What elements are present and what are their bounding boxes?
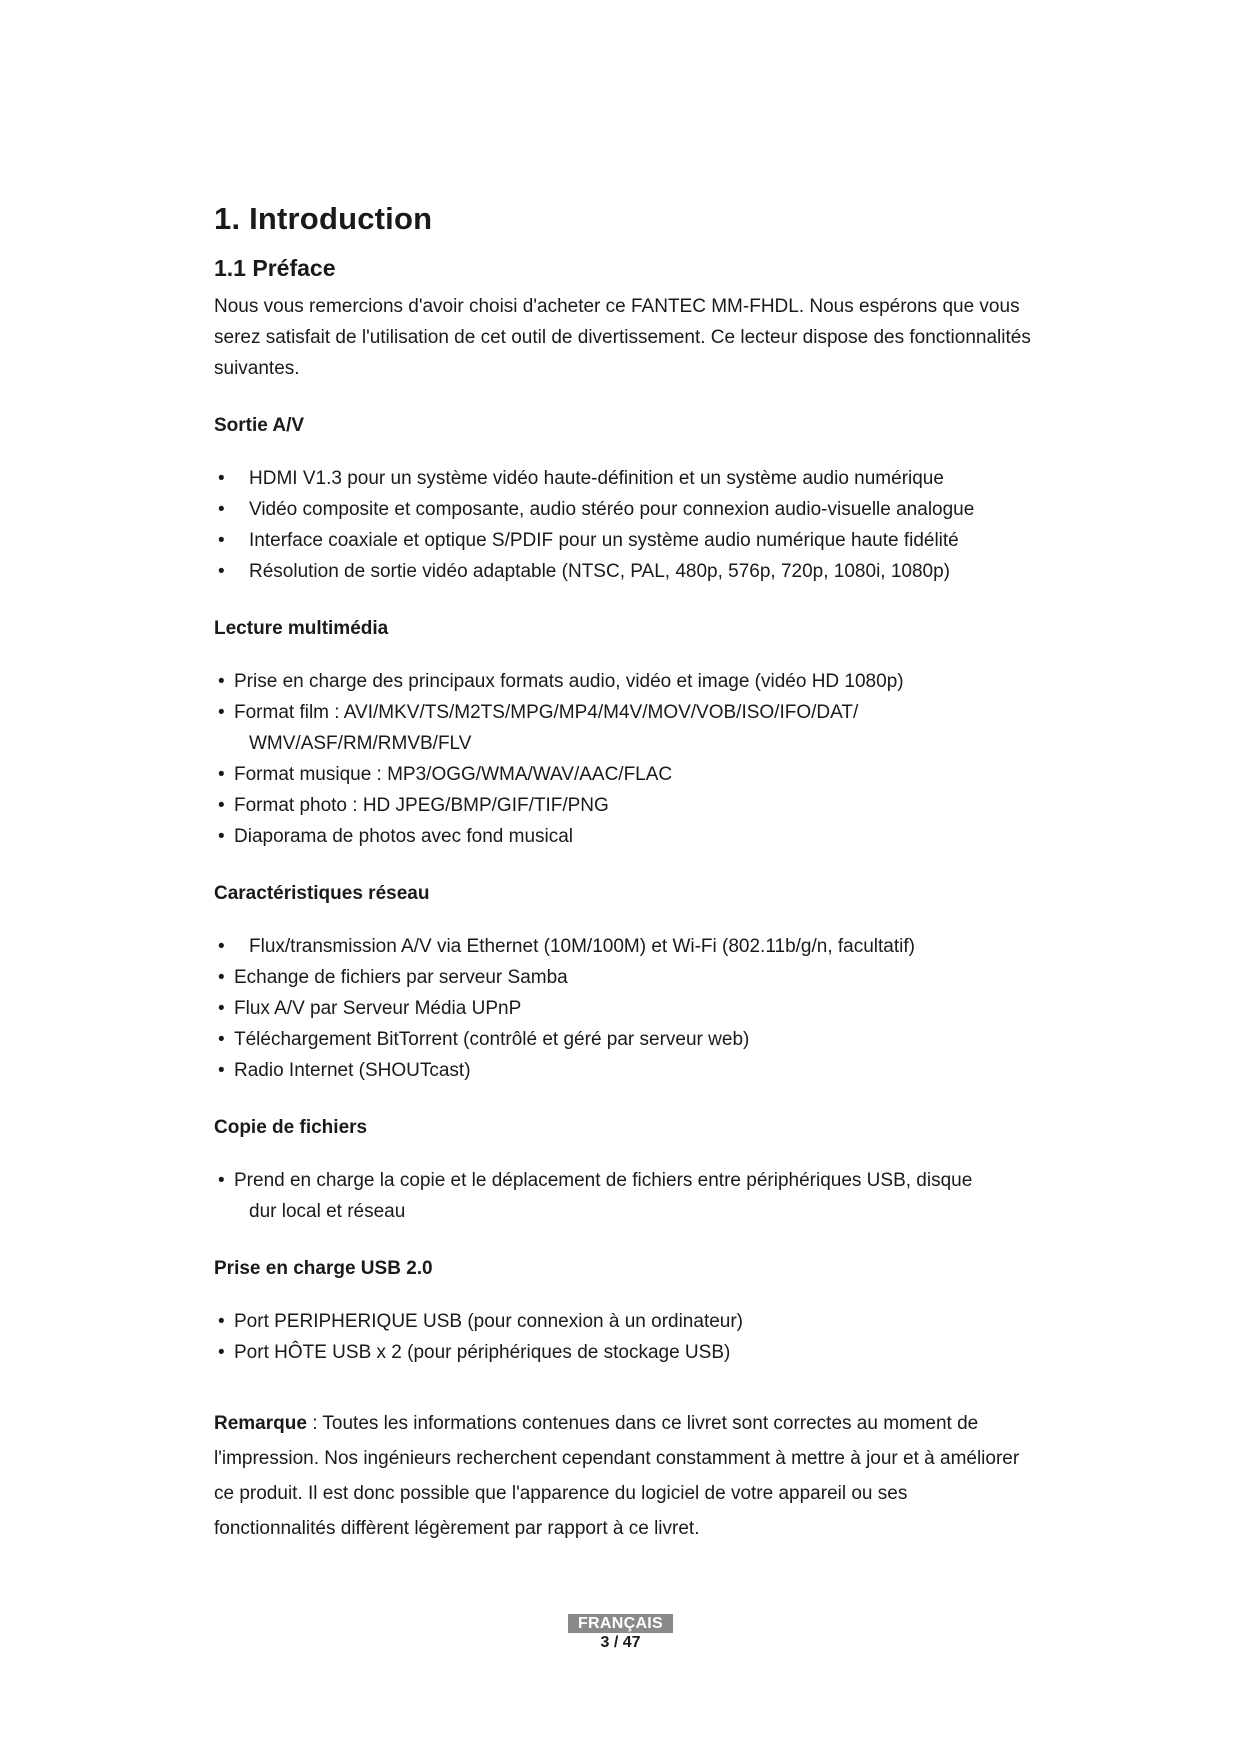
document-page — [214, 200, 1034, 1546]
bullet-icon: • — [218, 1310, 225, 1332]
list-item: • Prise en charge des principaux formats audio, vidéo et image (vidéo HD 1080p) — [214, 666, 1034, 697]
av-output-list — [214, 463, 1034, 587]
list-item: • Format film : AVI/MKV/TS/M2TS/MPG/MP4/M4V/MOV/VOB/ISO/IFO/DAT/ WMV/ASF/RM/RMVB/FLV — [214, 697, 1034, 759]
list-item: • Interface coaxiale et optique S/PDIF pour un système audio numérique haute fidélité — [214, 525, 1034, 556]
list-item: • Flux A/V par Serveur Média UPnP — [214, 993, 1034, 1024]
bullet-icon: • — [218, 467, 225, 489]
language-badge: FRANÇAIS — [568, 1614, 673, 1633]
bullet-icon: • — [218, 825, 225, 847]
bullet-icon: • — [218, 701, 225, 723]
bullet-icon: • — [218, 1341, 225, 1363]
list-item: • Port PERIPHERIQUE USB (pour connexion à un ordinateur) — [214, 1306, 1034, 1337]
remark-label: Remarque — [214, 1412, 307, 1434]
bullet-icon: • — [218, 763, 225, 785]
media-playback-list — [214, 666, 1034, 852]
list-item: • Port HÔTE USB x 2 (pour périphériques de stockage USB) — [214, 1337, 1034, 1368]
bullet-icon: • — [218, 997, 225, 1019]
bullet-icon: • — [218, 1059, 225, 1081]
bullet-icon: • — [218, 560, 225, 582]
usb-list — [214, 1306, 1034, 1368]
bullet-icon: • — [218, 670, 225, 692]
bullet-icon: • — [218, 529, 225, 551]
bullet-icon: • — [218, 794, 225, 816]
remark-paragraph — [214, 1406, 1034, 1546]
section-heading-preface: 1.1 Préface — [214, 255, 336, 282]
page-title: 1. Introduction — [214, 201, 433, 236]
file-copy-list — [214, 1165, 1034, 1227]
section-title-network: Caractéristiques réseau — [214, 882, 430, 904]
list-item: • Echange de fichiers par serveur Samba — [214, 962, 1034, 993]
list-item: • Diaporama de photos avec fond musical — [214, 821, 1034, 852]
list-item: • Téléchargement BitTorrent (contrôlé et géré par serveur web) — [214, 1024, 1034, 1055]
page-footer — [0, 1614, 1241, 1653]
bullet-icon: • — [218, 1169, 225, 1191]
list-item: • HDMI V1.3 pour un système vidéo haute-définition et un système audio numérique — [214, 463, 1034, 494]
bullet-icon: • — [218, 966, 225, 988]
section-title-usb: Prise en charge USB 2.0 — [214, 1257, 433, 1279]
bullet-icon: • — [218, 1028, 225, 1050]
list-item: • Format photo : HD JPEG/BMP/GIF/TIF/PNG — [214, 790, 1034, 821]
page-number: 3 / 47 — [600, 1634, 641, 1651]
bullet-icon: • — [218, 935, 225, 957]
list-item: • Format musique : MP3/OGG/WMA/WAV/AAC/FLAC — [214, 759, 1034, 790]
bullet-icon: • — [218, 498, 225, 520]
section-title-av-output: Sortie A/V — [214, 414, 305, 436]
remark-text: : Toutes les informations contenues dans ce livret sont correctes au moment de l'impression. Nos ingénieurs recherchent cependant constamment à mettre à jour et à améliorer ce produit. Il est donc possible que l'apparence du logiciel de votre appareil ou ses fonctionnalités diffèrent légèrement par rapport à ce livret. — [214, 1412, 1020, 1539]
list-item: • Prend en charge la copie et le déplacement de fichiers entre périphériques USB, disque dur local et réseau — [214, 1165, 1034, 1227]
section-title-file-copy: Copie de fichiers — [214, 1116, 368, 1138]
list-item: • Résolution de sortie vidéo adaptable (NTSC, PAL, 480p, 576p, 720p, 1080i, 1080p) — [214, 556, 1034, 587]
list-item: • Vidéo composite et composante, audio stéréo pour connexion audio-visuelle analogue — [214, 494, 1034, 525]
section-title-media-playback: Lecture multimédia — [214, 617, 389, 639]
intro-paragraph: Nous vous remercions d'avoir choisi d'acheter ce FANTEC MM-FHDL. Nous espérons que vous serez satisfait de l'utilisation de cet outil de divertissement. Ce lecteur dispose des fonctionnalités suivantes. — [214, 295, 1031, 379]
list-item: • Flux/transmission A/V via Ethernet (10M/100M) et Wi-Fi (802.11b/g/n, facultatif) — [214, 931, 1034, 962]
network-list — [214, 931, 1034, 1086]
list-item: • Radio Internet (SHOUTcast) — [214, 1055, 1034, 1086]
